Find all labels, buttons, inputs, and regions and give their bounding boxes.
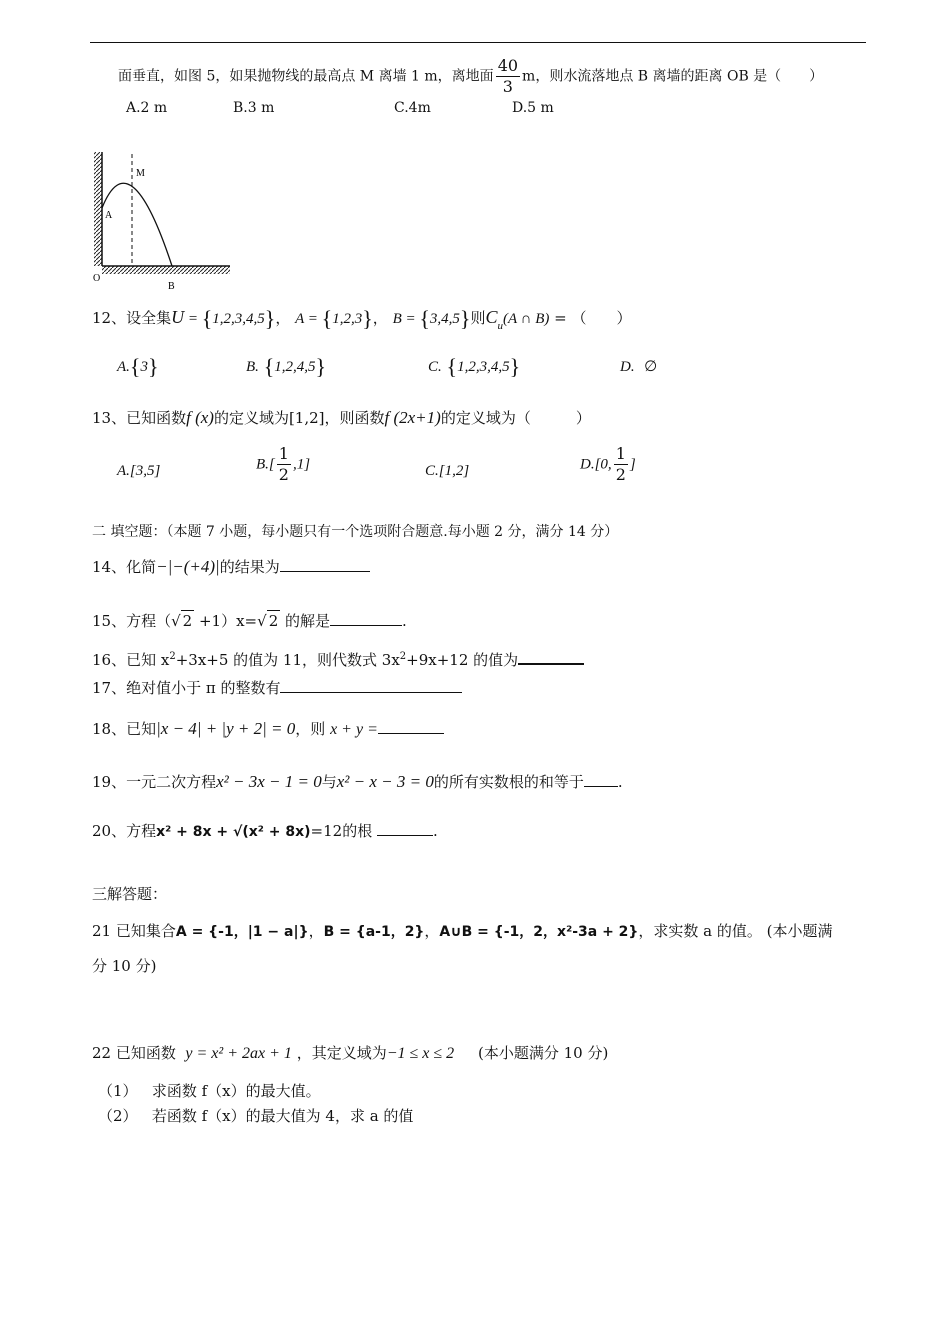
q13-opt-a: A.[3,5] — [117, 463, 161, 479]
q16-label: 16、已知 x — [92, 651, 170, 669]
q12-opt-a-set: 3 — [140, 359, 148, 375]
q11-option-d: D.5 m — [512, 100, 554, 116]
water-parabola — [102, 183, 172, 266]
q12-opt-c-set: 1,2,3,4,5 — [457, 359, 510, 375]
q14 — [92, 557, 370, 577]
q12-opt-b-set: 1,2,4,5 — [274, 359, 316, 375]
header-rule — [90, 42, 866, 43]
q13-opt-d-right: ] — [629, 456, 636, 473]
q12-sub-u: u — [497, 320, 504, 332]
q21-post: ，求实数 a 的值。 (本小题满 — [638, 922, 833, 940]
q12-label: 12、设全集 — [92, 309, 172, 327]
q21-union: A∪B = {-1，2，x²-3a + 2} — [439, 924, 639, 940]
q12-set-a: 1,2,3 — [332, 311, 363, 327]
q12-opt-c-label: C. — [428, 359, 442, 375]
q13-opt-c: C.[1,2] — [425, 463, 470, 479]
q13-opt-d-num: 1 — [615, 444, 626, 463]
q18 — [92, 719, 444, 740]
q13-opt-b-label: B. — [256, 456, 269, 473]
q13-option-c — [425, 460, 469, 481]
q21-label: 21 已知集合 — [92, 922, 176, 940]
q17-text: 17、绝对值小于 π 的整数有 — [92, 679, 281, 697]
q20-eq: x² + 8x + √(x² + 8x) — [156, 824, 311, 840]
q12-option-b: B. {1,2,4,5} — [246, 354, 327, 379]
q22-func: y = x² + 2ax + 1 — [185, 1045, 292, 1062]
q21-set-a: A = {-1，|1 − a|} — [175, 924, 309, 940]
q11-option-a: A.2 m — [126, 100, 168, 116]
q12-opt-d-val: ∅ — [644, 357, 658, 375]
q11-text-post: m，则水流落地点 B 离墙的距离 OB 是（ ） — [522, 68, 824, 85]
q15-radicand-2: 2 — [268, 612, 279, 630]
q11-frac-den: 3 — [502, 77, 513, 96]
q15 — [92, 610, 407, 631]
q12-opt-b-label: B. — [246, 359, 259, 375]
q12-opt-a-label: A. — [117, 359, 130, 375]
q13-f2: f (2x+1) — [384, 408, 441, 427]
q13-option-a — [117, 460, 160, 481]
q20-end: . — [432, 822, 438, 840]
q20-eq-tail: =12 — [310, 822, 343, 840]
q13-opt-d-den: 2 — [615, 465, 626, 484]
label-b: B — [168, 281, 175, 292]
q12-eq: = — [184, 311, 202, 327]
q19-end: . — [617, 773, 623, 791]
q15-answer-blank[interactable] — [330, 611, 402, 626]
q12-A: A — [295, 311, 305, 327]
q18-label: 18、已知 — [92, 720, 157, 738]
q14-label: 14、化简 — [92, 558, 157, 576]
q17 — [92, 678, 462, 698]
q21-line-2: 分 10 分) — [92, 957, 157, 975]
q22-domain: −1 ≤ x ≤ 2 — [386, 1045, 455, 1062]
q22-label: 22 已知函数 — [92, 1044, 176, 1062]
q15-sqrt-2: √ 2 — [257, 612, 279, 630]
q22-sub-1-text: 求函数 f（x）的最大值。 — [151, 1082, 321, 1100]
q22-sub-1-num: （1） — [98, 1082, 138, 1100]
q13-opt-d-left: [0, — [594, 456, 612, 473]
q22-sub-2-num: （2） — [98, 1107, 138, 1125]
q20-answer-blank[interactable] — [377, 821, 433, 836]
q22-stem — [92, 1043, 608, 1064]
q12-B: B — [392, 311, 402, 327]
q11-text-pre: 面垂直，如图 5，如果抛物线的最高点 M 离墙 1 m，离地面 — [118, 68, 494, 85]
wall-hatch — [94, 152, 102, 266]
q13-opt-b-left: [ — [268, 456, 275, 473]
q13-opt-b-num: 1 — [278, 444, 289, 463]
q19-post: 的所有实数根的和等于 — [433, 773, 584, 791]
q15-end: . — [402, 612, 407, 630]
label-a: A — [105, 210, 113, 221]
q13-post: 的定义域为（ ） — [440, 409, 591, 427]
q11-option-c: C.4m — [394, 100, 431, 116]
q12-option-a: A.{3} — [117, 354, 159, 379]
q13-mid: 的定义域为[1,2]，则函数 — [213, 409, 385, 427]
q12-set-b: 3,4,5 — [429, 311, 460, 327]
q19-mid: 与 — [321, 773, 337, 791]
q11-stem — [118, 58, 823, 95]
q11-frac-num: 40 — [497, 56, 519, 75]
q19-eq2: x² − x − 3 = 0 — [336, 772, 434, 791]
q14-post: 的结果为 — [219, 558, 280, 576]
parabola-figure — [92, 148, 237, 293]
q21-set-b: B = {a-1，2} — [323, 924, 425, 940]
q12-option-d — [620, 356, 657, 377]
q22-mid: ，其定义域为 — [296, 1044, 387, 1062]
q17-answer-blank[interactable] — [280, 678, 462, 693]
q15-mid: +1）x= — [194, 612, 258, 630]
q16-post: +9x+12 的值为 — [406, 651, 519, 669]
q12-option-c: C. {1,2,3,4,5} — [428, 354, 521, 379]
q15-label: 15、方程（ — [92, 612, 172, 630]
q15-post: 的解是 — [280, 612, 331, 630]
q18-expr2: x + y = — [330, 721, 378, 738]
q16-sup-2: 2 — [399, 651, 407, 662]
q20-post: 的根 — [342, 822, 373, 840]
label-o: O — [93, 273, 101, 284]
q12-expr: (A ∩ B) — [503, 311, 550, 327]
q22-sub-2-text: 若函数 f（x）的最大值为 4，求 a 的值 — [151, 1107, 414, 1125]
q13-stem — [92, 408, 591, 428]
q16-sup-1: 2 — [169, 651, 176, 662]
q20-label: 20、方程 — [92, 822, 157, 840]
label-m: M — [136, 168, 145, 179]
q18-answer-blank[interactable] — [378, 719, 444, 734]
q11-option-b: B.3 m — [233, 100, 275, 116]
q22-score: (本小题满分 10 分) — [478, 1044, 609, 1062]
q13-opt-d-label: D. — [580, 456, 595, 473]
q13-opt-b-right: ,1] — [292, 456, 311, 473]
q13-option-d — [580, 446, 636, 483]
q16-mid: +3x+5 的值为 11，则代数式 3x — [175, 651, 400, 669]
q12-U: U — [171, 307, 185, 327]
section-2-title: 二 填空题：（本题 7 小题，每小题只有一个选项附合题意.每小题 2 分，满分 14 分） — [92, 524, 619, 540]
q15-sqrt-1: √ 2 — [171, 612, 193, 630]
q15-radicand-1: 2 — [182, 612, 193, 630]
q19 — [92, 772, 623, 792]
q19-eq1: x² − 3x − 1 = 0 — [216, 772, 322, 791]
section-3-title: 三解答题： — [92, 885, 168, 903]
q12-then: 则 — [470, 309, 486, 327]
q19-answer-blank[interactable] — [584, 772, 618, 787]
q16 — [92, 647, 584, 670]
q12-set-u: 1,2,3,4,5 — [212, 311, 265, 327]
q12-C: C — [485, 307, 498, 327]
q21-line-1: 21 已知集合A = {-1，|1 − a|}，B = {a-1，2}，A∪B = {-1，2，x²-3a + 2}，求实数 a 的值。 (本小题满 — [92, 922, 833, 940]
q13-opt-b-frac — [277, 446, 291, 483]
q13-option-b — [256, 446, 310, 483]
q22-sub-1 — [98, 1081, 321, 1101]
q14-expr: −|−(+4)| — [156, 557, 220, 576]
q22-sub-2 — [98, 1106, 413, 1126]
q12-tail: = （ ） — [549, 309, 632, 327]
q18-mid: ，则 — [295, 720, 326, 738]
q13-opt-b-den: 2 — [278, 465, 289, 484]
q14-answer-blank[interactable] — [280, 557, 370, 572]
q19-label: 19、一元二次方程 — [92, 773, 217, 791]
ground-hatch — [102, 266, 230, 274]
q12-stem: 12、设全集U = {1,2,3,4,5}， A = {1,2,3}， B = {3,4,5}则$C_u(A$ ∩ B) = （ ） — [92, 306, 632, 332]
q13-label: 13、已知函数 — [92, 409, 187, 427]
q16-answer-blank[interactable] — [518, 649, 584, 665]
q11-fraction — [496, 58, 520, 95]
q13-opt-d-frac — [614, 446, 628, 483]
q12-opt-d-label: D. — [620, 359, 635, 375]
q18-expr: |x − 4| + |y + 2| = 0 — [156, 719, 296, 738]
q20 — [92, 821, 438, 842]
q13-f1: f (x) — [186, 408, 214, 427]
